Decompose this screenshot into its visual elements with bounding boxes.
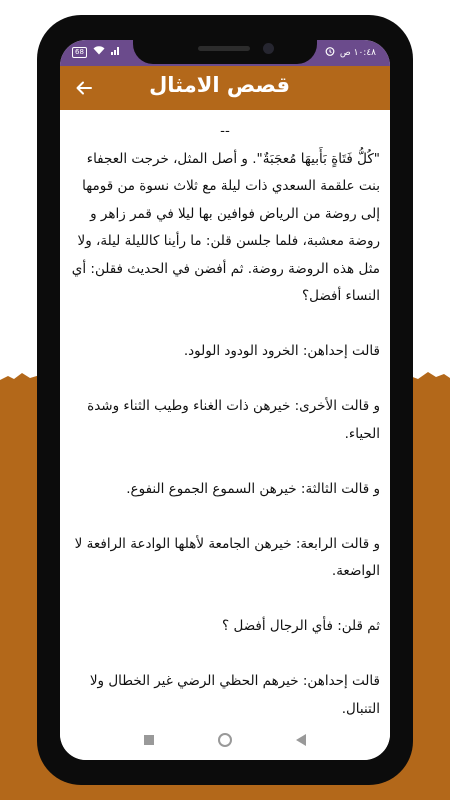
status-left [72,46,121,58]
recents-square-icon[interactable] [144,735,154,745]
story-paragraph: قالت إحداهن: الخرود الودود الولود. [183,343,380,359]
camera-notch [133,40,317,64]
story-paragraph: قالت إحداهن: خيرهم الحظي الرضي غير الخطال ولا التنبال. [89,673,380,717]
story-content[interactable] [60,110,390,722]
page-title: قصص الامثال [149,73,290,97]
speaker-grille [198,46,250,51]
back-arrow-icon[interactable] [72,76,96,100]
status-bar [60,40,390,66]
status-time: ١٠:٤٨ ص [339,47,376,58]
back-triangle-icon[interactable] [296,734,306,746]
wifi-icon [93,46,105,58]
phone-screen [60,40,390,760]
story-paragraph: ثم قلن: فأي الرجال أفضل ؟ [222,618,380,634]
system-nav-bar [60,722,390,760]
alarm-icon [325,46,335,59]
story-separator: -- [220,123,230,139]
story-paragraph: و قالت الأخرى: خيرهن ذات الغناء وطيب الثناء وشدة الحياء. [87,398,380,442]
story-paragraph: "كُلُّ فَتَاةٍ بَأَبيهَا مُعجَبَةٌ". و أصل المثل، خرجت العجفاء بنت علقمة السعدي ذات ليلة مع ثلاث نسوة من قومها إلى روضة من الرياض فوافين بها ليلا في قمر زاهر و روضة معشبة، فلما جلسن قلن: ما رأينا كالليلة ليلة، ولا مثل هذه الروضة روضة. ثم أفضن في الحديث فقلن: أي النساء أفضل؟ [71,150,380,304]
home-circle-icon[interactable] [218,733,232,747]
story-paragraph: و قالت الرابعة: خيرهن الجامعة لأهلها الوادعة الرافعة لا الواضعة. [74,535,380,579]
battery-icon: 68 [72,47,87,58]
front-camera [263,43,274,54]
signal-icon [111,46,121,58]
app-bar [60,66,390,110]
story-paragraph: و قالت الثالثة: خيرهن السموع الجموع النفوع. [126,480,380,497]
status-right [325,46,376,59]
